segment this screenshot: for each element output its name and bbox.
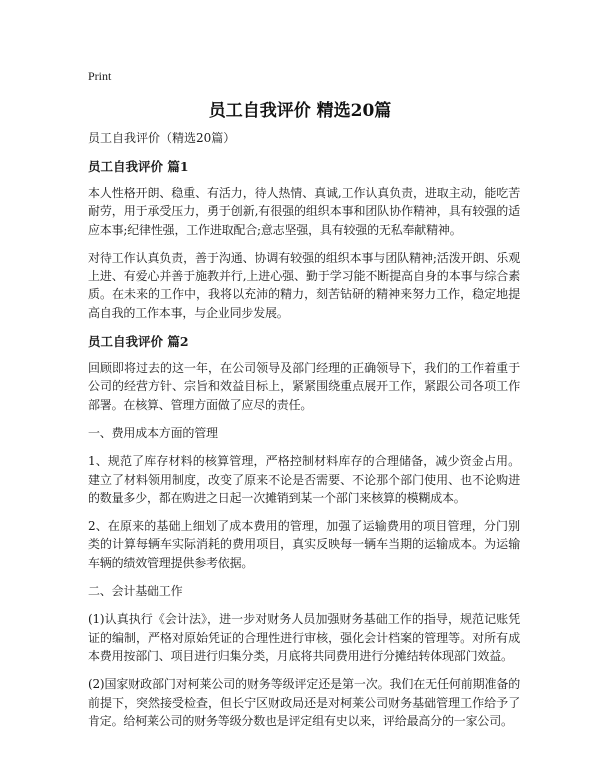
section-heading-1: 员工自我评价 篇1 bbox=[88, 159, 189, 174]
paragraph: 1、规范了库存材料的核算管理，严格控制材料库存的合理储备，减少资金占用。建立了材料领用制度，改变了原来不论是否需要、不论那个部门使用、也不论购进的数量多少，都在购进之日起一次摊销到某一个部门来核算的模糊成本。 bbox=[88, 454, 520, 505]
paragraph: 本人性格开朗、稳重、有活力，待人热情、真诚,工作认真负责，进取主动，能吃苦耐劳，用于承受压力，勇于创新,有很强的组织本事和团队协作精神，具有较强的适应本事;纪律性强，工作进取配合;意志坚强，具有较强的无私奉献精神。 bbox=[88, 186, 520, 237]
paragraph: (2)国家财政部门对柯莱公司的财务等级评定还是第一次。我们在无任何前期准备的前提下，突然接受检查，但长宁区财政局还是对柯莱公司财务基础管理工作给予了肯定。给柯莱公司的财务等级分数也是评定组有史以来，评给最高分的一家公司。 bbox=[88, 677, 520, 728]
paragraph: 2、在原来的基础上细划了成本费用的管理，加强了运输费用的项目管理，分门别类的计算每辆车实际消耗的费用项目，真实反映每一辆车当期的运输成本。为运输车辆的绩效管理提供参考依据。 bbox=[88, 519, 520, 570]
subsection-heading: 一、费用成本方面的管理 bbox=[88, 425, 218, 440]
print-link[interactable]: Print bbox=[88, 69, 112, 83]
paragraph: 回顾即将过去的这一年，在公司领导及部门经理的正确领导下，我们的工作着重于公司的经营方针、宗旨和效益目标上，紧紧围绕重点展开工作，紧跟公司各项工作部署。在核算、管理方面做了应尽的责任。 bbox=[88, 361, 520, 412]
paragraph: (1)认真执行《会计法》，进一步对财务人员加强财务基础工作的指导，规范记账凭证的编制，严格对原始凭证的合理性进行审核，强化会计档案的管理等。对所有成本费用按部门、项目进行归集分类，月底将共同费用进行分摊结转体现部门效益。 bbox=[88, 612, 520, 663]
document-body bbox=[88, 129, 520, 740]
page-title: 员工自我评价 精选20篇 bbox=[208, 101, 392, 121]
subsection-heading: 二、会计基础工作 bbox=[88, 584, 183, 599]
section-heading-2: 员工自我评价 篇2 bbox=[88, 334, 189, 350]
document-subtitle: 员工自我评价（精选20篇） bbox=[88, 131, 236, 145]
paragraph: 对待工作认真负责，善于沟通、协调有较强的组织本事与团队精神;活泼开朗、乐观上进、有爱心并善于施教并行,上进心强、勤于学习能不断提高自身的本事与综合素质。在未来的工作中，我将以充沛的精力，刻苦钻研的精神来努力工作，稳定地提高自我的工作本事，与企业同步发展。 bbox=[88, 250, 520, 320]
